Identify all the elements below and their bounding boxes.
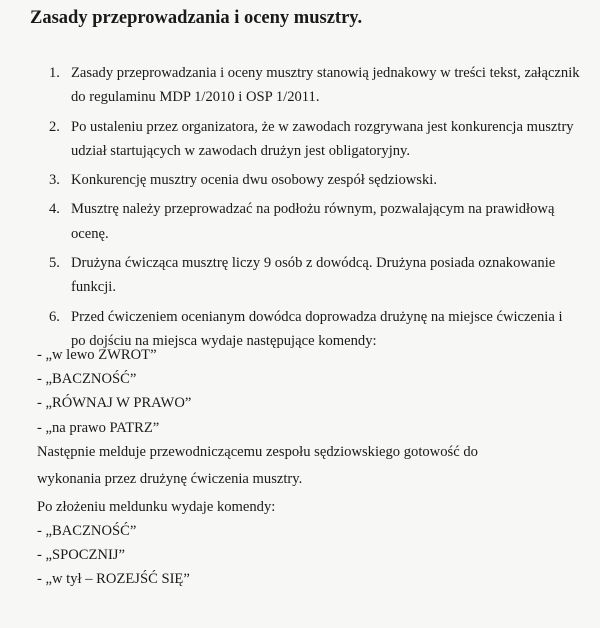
paragraph-line: Następnie melduje przewodniczącemu zespołu sędziowskiego gotowość do [37,443,478,460]
list-item [0,197,600,246]
list-item [0,115,600,164]
command-line: - „RÓWNAJ W PRAWO” [37,395,192,412]
command-line: - „BACZNOŚĆ” [37,371,137,388]
item-number: 4. [49,201,60,218]
command-line: - „na prawo PATRZ” [37,419,160,436]
item-text: Po ustaleniu przez organizatora, że w zawodach rozgrywana jest konkurencja musztry udział startujących w zawodach drużyn jest obligatoryjny. [71,118,574,160]
commands-section [0,343,600,592]
document-title: Zasady przeprowadzania i oceny musztry. [30,8,363,28]
paragraph-line: wykonania przez drużynę ćwiczenia musztry. [37,471,303,488]
command-line: - „BACZNOŚĆ” [37,523,137,540]
list-item [0,251,600,300]
item-text: Drużyna ćwicząca musztrę liczy 9 osób z dowódcą. Drużyna posiada oznakowanie funkcji. [71,255,556,296]
item-text: Konkurencję musztry ocenia dwu osobowy zespół sędziowski. [71,172,437,189]
item-text: Musztrę należy przeprowadzać na podłożu równym, pozwalającym na prawidłową ocenę. [71,201,555,242]
command-line: - „w lewo ZWROT” [37,347,157,363]
item-text: Zasady przeprowadzania i oceny musztry stanowią jednakowy w treści tekst, załącznik do regulaminu MDP 1/2010 i OSP 1/2011. [71,65,580,106]
item-text: Przed ćwiczeniem ocenianym dowódca doprowadza drużynę na miejsce ćwiczenia i po dojściu na miejsca wydaje następujące komendy: [71,308,563,350]
item-number: 5. [49,255,60,272]
command-line: - „w tył – ROZEJŚĆ SIĘ” [37,571,190,588]
paragraph-line: Po złożeniu meldunku wydaje komendy: [37,498,276,515]
command-line: - „SPOCZNIJ” [37,547,125,564]
item-number: 6. [49,308,60,325]
item-number: 2. [49,118,60,135]
item-number: 3. [49,172,60,189]
item-number: 1. [49,65,60,81]
list-item [0,168,600,192]
rules-list [0,61,600,358]
list-item [0,61,600,110]
